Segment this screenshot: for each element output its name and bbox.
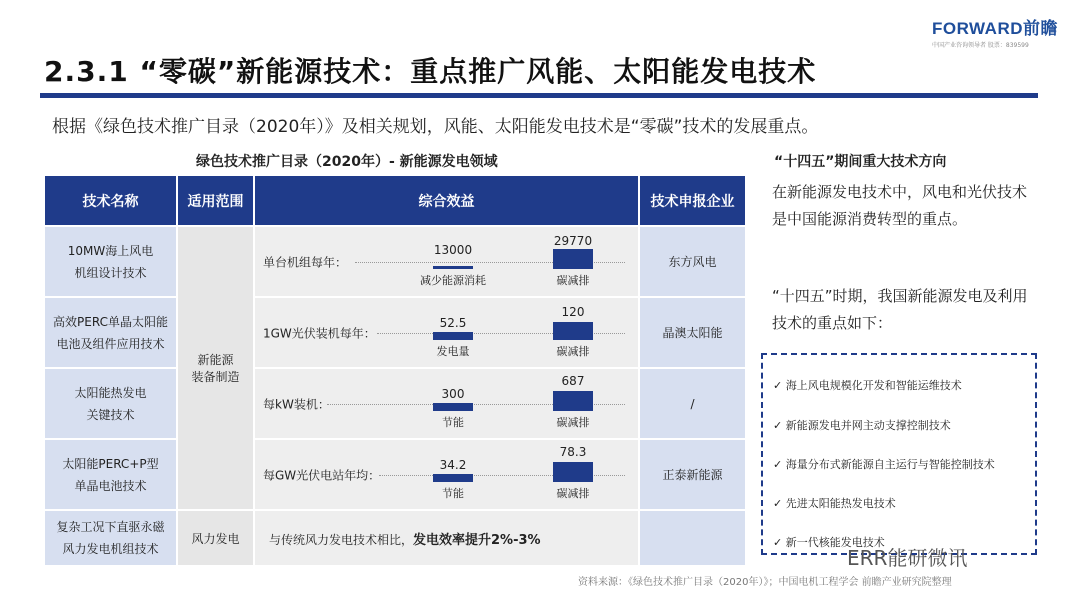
source-note: 资料来源：《绿色技术推广目录（2020年）》；中国电机工程学会 前瞻产业研究院整理	[578, 577, 952, 588]
company-cell: 晶澳太阳能	[639, 297, 746, 368]
bar-category: 碳减排	[556, 345, 590, 358]
bar-category: 碳减排	[556, 416, 590, 429]
header-scope: 适用范围	[177, 175, 254, 226]
logo-text: FORWARD前瞻	[931, 19, 1058, 38]
company-cell: 东方风电	[639, 226, 746, 297]
benefit-label: 单台机组每年：	[263, 255, 348, 269]
table-row	[44, 297, 746, 368]
company-cell: 正泰新能源	[639, 439, 746, 510]
company-cell	[639, 510, 746, 566]
table-row	[44, 439, 746, 510]
list-item: ✓ 海量分布式新能源自主运行与智能控制技术	[773, 458, 995, 471]
bar-category: 发电量	[436, 345, 470, 358]
tech-table	[43, 174, 747, 567]
intro-text: 根据《绿色技术推广目录（2020年）》及相关规划，风能、太阳能发电技术是“零碳”技术的发展重点。	[52, 117, 819, 137]
table-caption: 绿色技术推广目录（2020年）- 新能源发电领域	[196, 154, 498, 170]
bar-value: 78.3	[559, 445, 587, 459]
table-row	[44, 368, 746, 439]
benefit-cell	[254, 226, 639, 297]
side-heading: “十四五”期间重大技术方向	[774, 154, 947, 170]
benefit-label: 1GW光伏装机每年：	[263, 326, 376, 340]
bar	[433, 474, 473, 482]
table-row	[44, 510, 746, 566]
bar	[553, 462, 593, 482]
header-benefit: 综合效益	[254, 175, 639, 226]
page-title: 2.3.1 “零碳”新能源技术：重点推广风能、太阳能发电技术	[44, 55, 817, 88]
bar-value: 300	[441, 387, 465, 401]
benefit-label: 每GW光伏电站年均：	[263, 468, 381, 482]
list-item: ✓ 新能源发电并网主动支撑控制技术	[773, 419, 951, 432]
list-item: ✓ 先进太阳能热发电技术	[773, 497, 896, 510]
bar-category: 碳减排	[556, 487, 590, 500]
bar	[433, 403, 473, 411]
company-cell: /	[639, 368, 746, 439]
benefit-cell: 与传统风力发电技术相比，发电效率提升2%-3%	[254, 510, 639, 566]
bar-value: 13000	[433, 243, 473, 257]
bar-category: 节能	[442, 416, 464, 429]
watermark: ERR能研微讯	[847, 546, 968, 570]
side-paragraph: “十四五”时期，我国新能源发电及利用技术的重点如下：	[772, 287, 1028, 332]
benefit-label: 每kW装机：	[263, 397, 330, 411]
tech-name-cell: 复杂工况下直驱永磁 风力发电机组技术	[44, 510, 177, 566]
tech-name-cell: 10MW海上风电 机组设计技术	[44, 226, 177, 297]
bar	[553, 249, 593, 269]
tech-direction-list	[761, 353, 1037, 555]
bar-value: 29770	[553, 234, 593, 248]
benefit-cell	[254, 439, 639, 510]
header-tech-name: 技术名称	[44, 175, 177, 226]
bar	[433, 266, 473, 269]
tech-name-cell: 太阳能热发电 关键技术	[44, 368, 177, 439]
bar-value: 687	[561, 374, 585, 388]
list-item: ✓ 海上风电规模化开发和智能运维技术	[773, 379, 962, 392]
bar	[553, 391, 593, 411]
bar-category: 减少能源消耗	[420, 274, 486, 287]
bar-value: 52.5	[439, 316, 467, 330]
title-divider	[40, 93, 1038, 98]
bar-category: 节能	[442, 487, 464, 500]
bar-value: 120	[561, 305, 585, 319]
benefit-cell	[254, 368, 639, 439]
header-company: 技术申报企业	[639, 175, 746, 226]
bar-category: 碳减排	[556, 274, 590, 287]
tech-name-cell: 高效PERC单晶太阳能 电池及组件应用技术	[44, 297, 177, 368]
tech-name-cell: 太阳能PERC+P型 单晶电池技术	[44, 439, 177, 510]
scope-cell: 风力发电	[177, 510, 254, 566]
table-row	[44, 226, 746, 297]
bar	[553, 322, 593, 340]
forward-logo	[932, 14, 1058, 49]
list-item: ✓ 新一代核能发电技术	[773, 536, 885, 549]
bar	[433, 332, 473, 340]
benefit-cell	[254, 297, 639, 368]
bar-value: 34.2	[439, 458, 467, 472]
logo-subtitle: 中国产业咨询领导者 股票：839599	[931, 42, 1029, 49]
side-paragraph: 在新能源发电技术中，风电和光伏技术是中国能源消费转型的重点。	[772, 183, 1028, 228]
scope-cell: 新能源 装备制造	[177, 226, 254, 510]
